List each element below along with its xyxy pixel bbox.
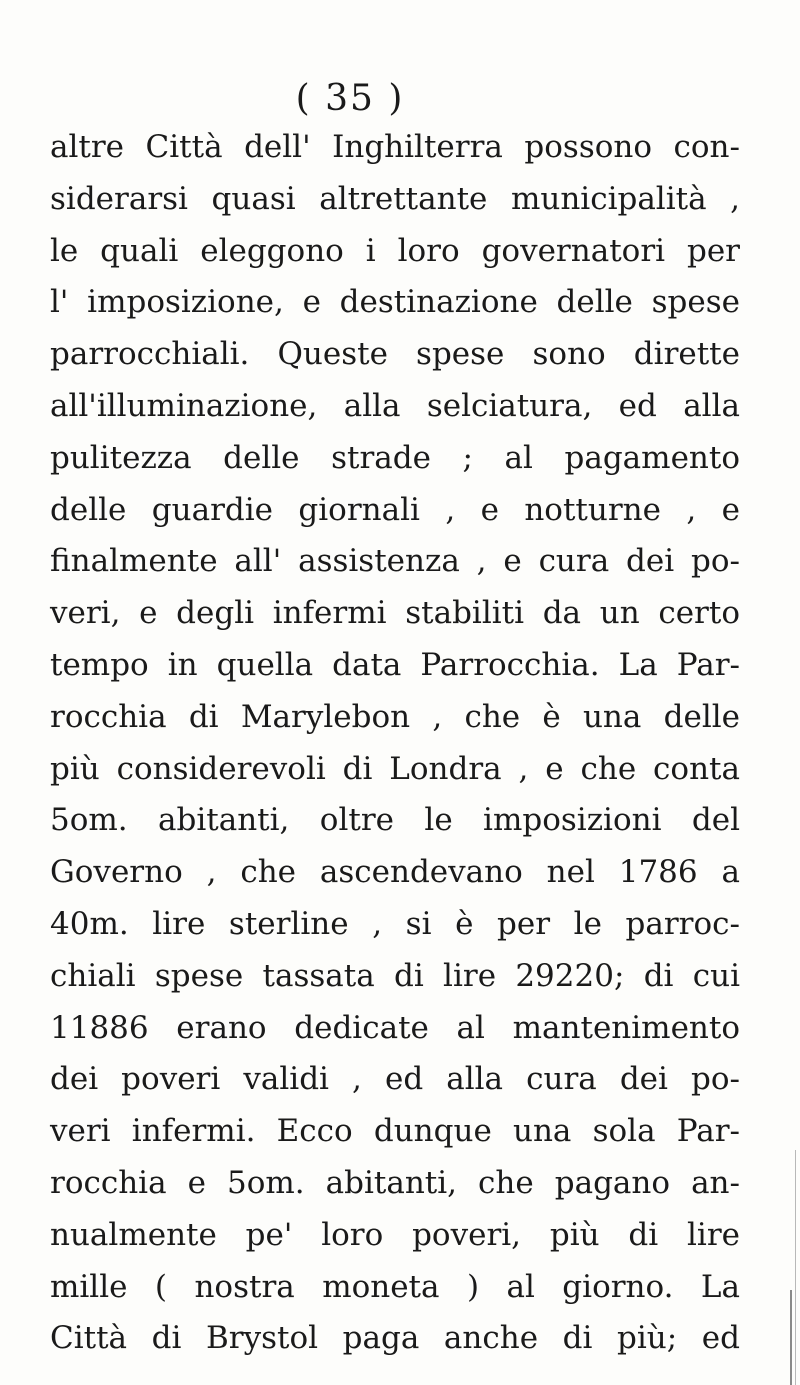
page-number: ( 35 )	[295, 78, 405, 119]
text-line: altre Città dell' Inghilterra possono con-	[50, 129, 740, 165]
text-line: mille ( nostra moneta ) al giorno. La	[50, 1268, 740, 1305]
text-line: veri infermi. Ecco dunque una sola Par-	[50, 1113, 740, 1150]
text-line: 40m. lire sterline , si è per le parroc-	[50, 905, 740, 942]
text-line: all'illuminazione, alla selciatura, ed alla	[50, 387, 740, 424]
text-line: tempo in quella data Parrocchia. La Par-	[50, 646, 740, 683]
text-line: parrocchiali. Queste spese sono dirette	[50, 336, 740, 373]
text-line: rocchia di Marylebon , che è una delle	[50, 698, 740, 735]
text-line: pulitezza delle strade ; al pagamento	[50, 439, 740, 476]
page-edge-mark	[790, 1290, 792, 1385]
text-line: finalmente all' assistenza , e cura dei po-	[50, 543, 740, 580]
text-line: l' imposizione, e destinazione delle spese	[50, 284, 740, 321]
text-line: chiali spese tassata di lire 29220; di cui	[50, 957, 740, 994]
text-line: dei poveri validi , ed alla cura dei po-	[50, 1061, 740, 1098]
text-line: rocchia e 5om. abitanti, che pagano an-	[50, 1164, 740, 1201]
text-line: siderarsi quasi altrettante municipalità ,	[50, 180, 740, 217]
text-line: nualmente pe' loro poveri, più di lire	[50, 1216, 740, 1253]
text-line: veri, e degli infermi stabiliti da un certo	[50, 595, 740, 632]
text-line: Governo , che ascendevano nel 1786 a	[50, 854, 740, 891]
text-line: 11886 erano dedicate al mantenimento	[50, 1009, 740, 1046]
text-line: 5om. abitanti, oltre le imposizioni del	[50, 802, 740, 839]
text-line: più considerevoli di Londra , e che conta	[50, 750, 740, 787]
text-line: le quali eleggono i loro governatori per	[50, 232, 740, 269]
page-edge-mark	[795, 1150, 796, 1385]
text-line: Città di Brystol paga anche di più; ed	[50, 1320, 740, 1357]
body-text	[50, 122, 740, 1365]
text-line: delle guardie giornali , e notturne , e	[50, 491, 740, 528]
